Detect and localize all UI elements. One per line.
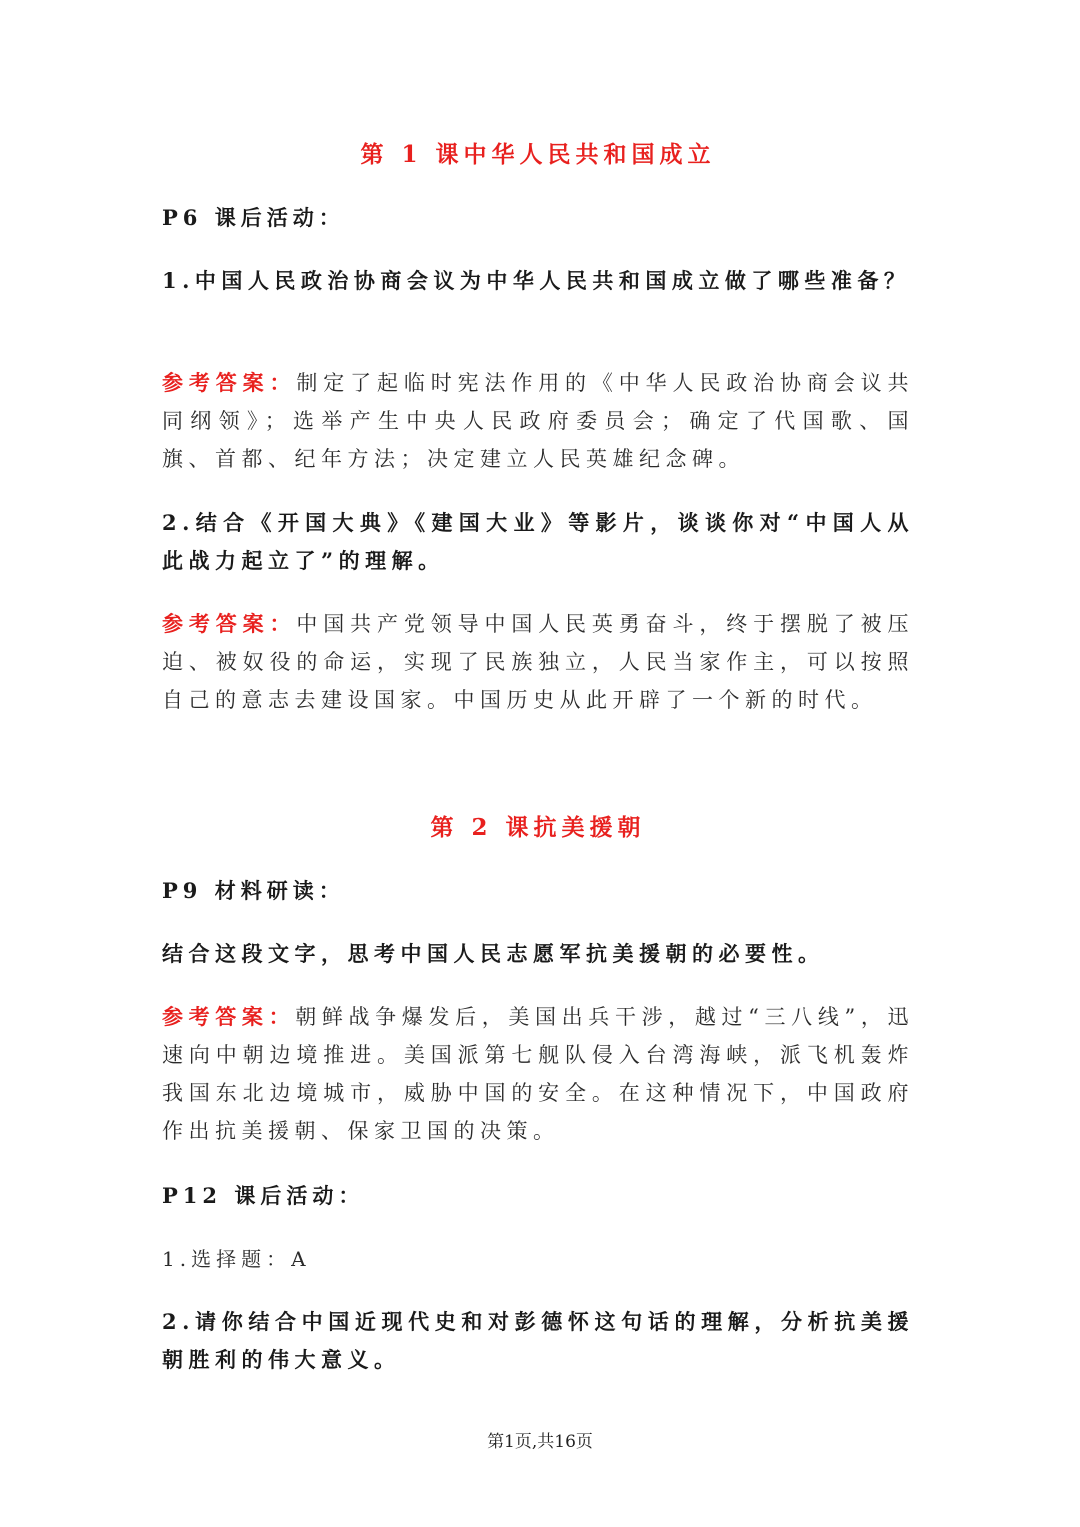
lesson-2-answer-1 (162, 998, 914, 1150)
answer-label: 参考答案： (162, 1004, 296, 1029)
answer-text: 制定了起临时宪法作用的《中华人民政治协商会议共同纲领》；选举产生中央人民政府委员会；确定了代国歌、国旗、首都、纪年方法；决定建立人民英雄纪念碑。 (162, 371, 915, 471)
lesson-1-answer-1 (162, 364, 914, 478)
page-indicator: 第1页,共16页 (487, 1432, 593, 1452)
lesson-2-title: 第 2 课抗美援朝 (430, 814, 646, 841)
lesson-2-section-heading-1: P9 材料研读： (162, 878, 345, 903)
answer-label: 参考答案： (162, 611, 297, 636)
lesson-2-question-2: 2.请你结合中国近现代史和对彭德怀这句话的理解，分析抗美援朝胜利的伟大意义。 (162, 1309, 914, 1372)
answer-text: 中国共产党领导中国人民英勇奋斗，终于摆脱了被压迫、被奴役的命运，实现了民族独立，人民当家作主，可以按照自己的意志去建设国家。中国历史从此开辟了一个新的时代。 (162, 612, 915, 712)
answer-label: 参考答案： (162, 370, 297, 395)
answer-text: 朝鲜战争爆发后，美国出兵干涉，越过“三八线”，迅速向中朝边境推进。美国派第七舰队侵入台湾海峡，派飞机轰炸我国东北边境城市，威胁中国的安全。在这种情况下，中国政府作出抗美援朝、保家卫国的决策。 (162, 1005, 914, 1143)
lesson-1-section-heading: P6 课后活动： (162, 205, 345, 230)
lesson-1-answer-2 (162, 605, 914, 719)
lesson-1-question-2: 2.结合《开国大典》《建国大业》等影片，谈谈你对“中国人从此战力起立了”的理解。 (162, 510, 914, 573)
lesson-1-question-1: 1.中国人民政治协商会议为中华人民共和国成立做了哪些准备？ (162, 268, 911, 293)
lesson-2-question-1: 结合这段文字，思考中国人民志愿军抗美援朝的必要性。 (162, 941, 825, 966)
lesson-1-title: 第 1 课中华人民共和国成立 (360, 141, 716, 168)
choice-answer-line: 1.选择题：A (162, 1247, 311, 1271)
lesson-2-section-heading-2: P12 课后活动： (162, 1183, 365, 1208)
